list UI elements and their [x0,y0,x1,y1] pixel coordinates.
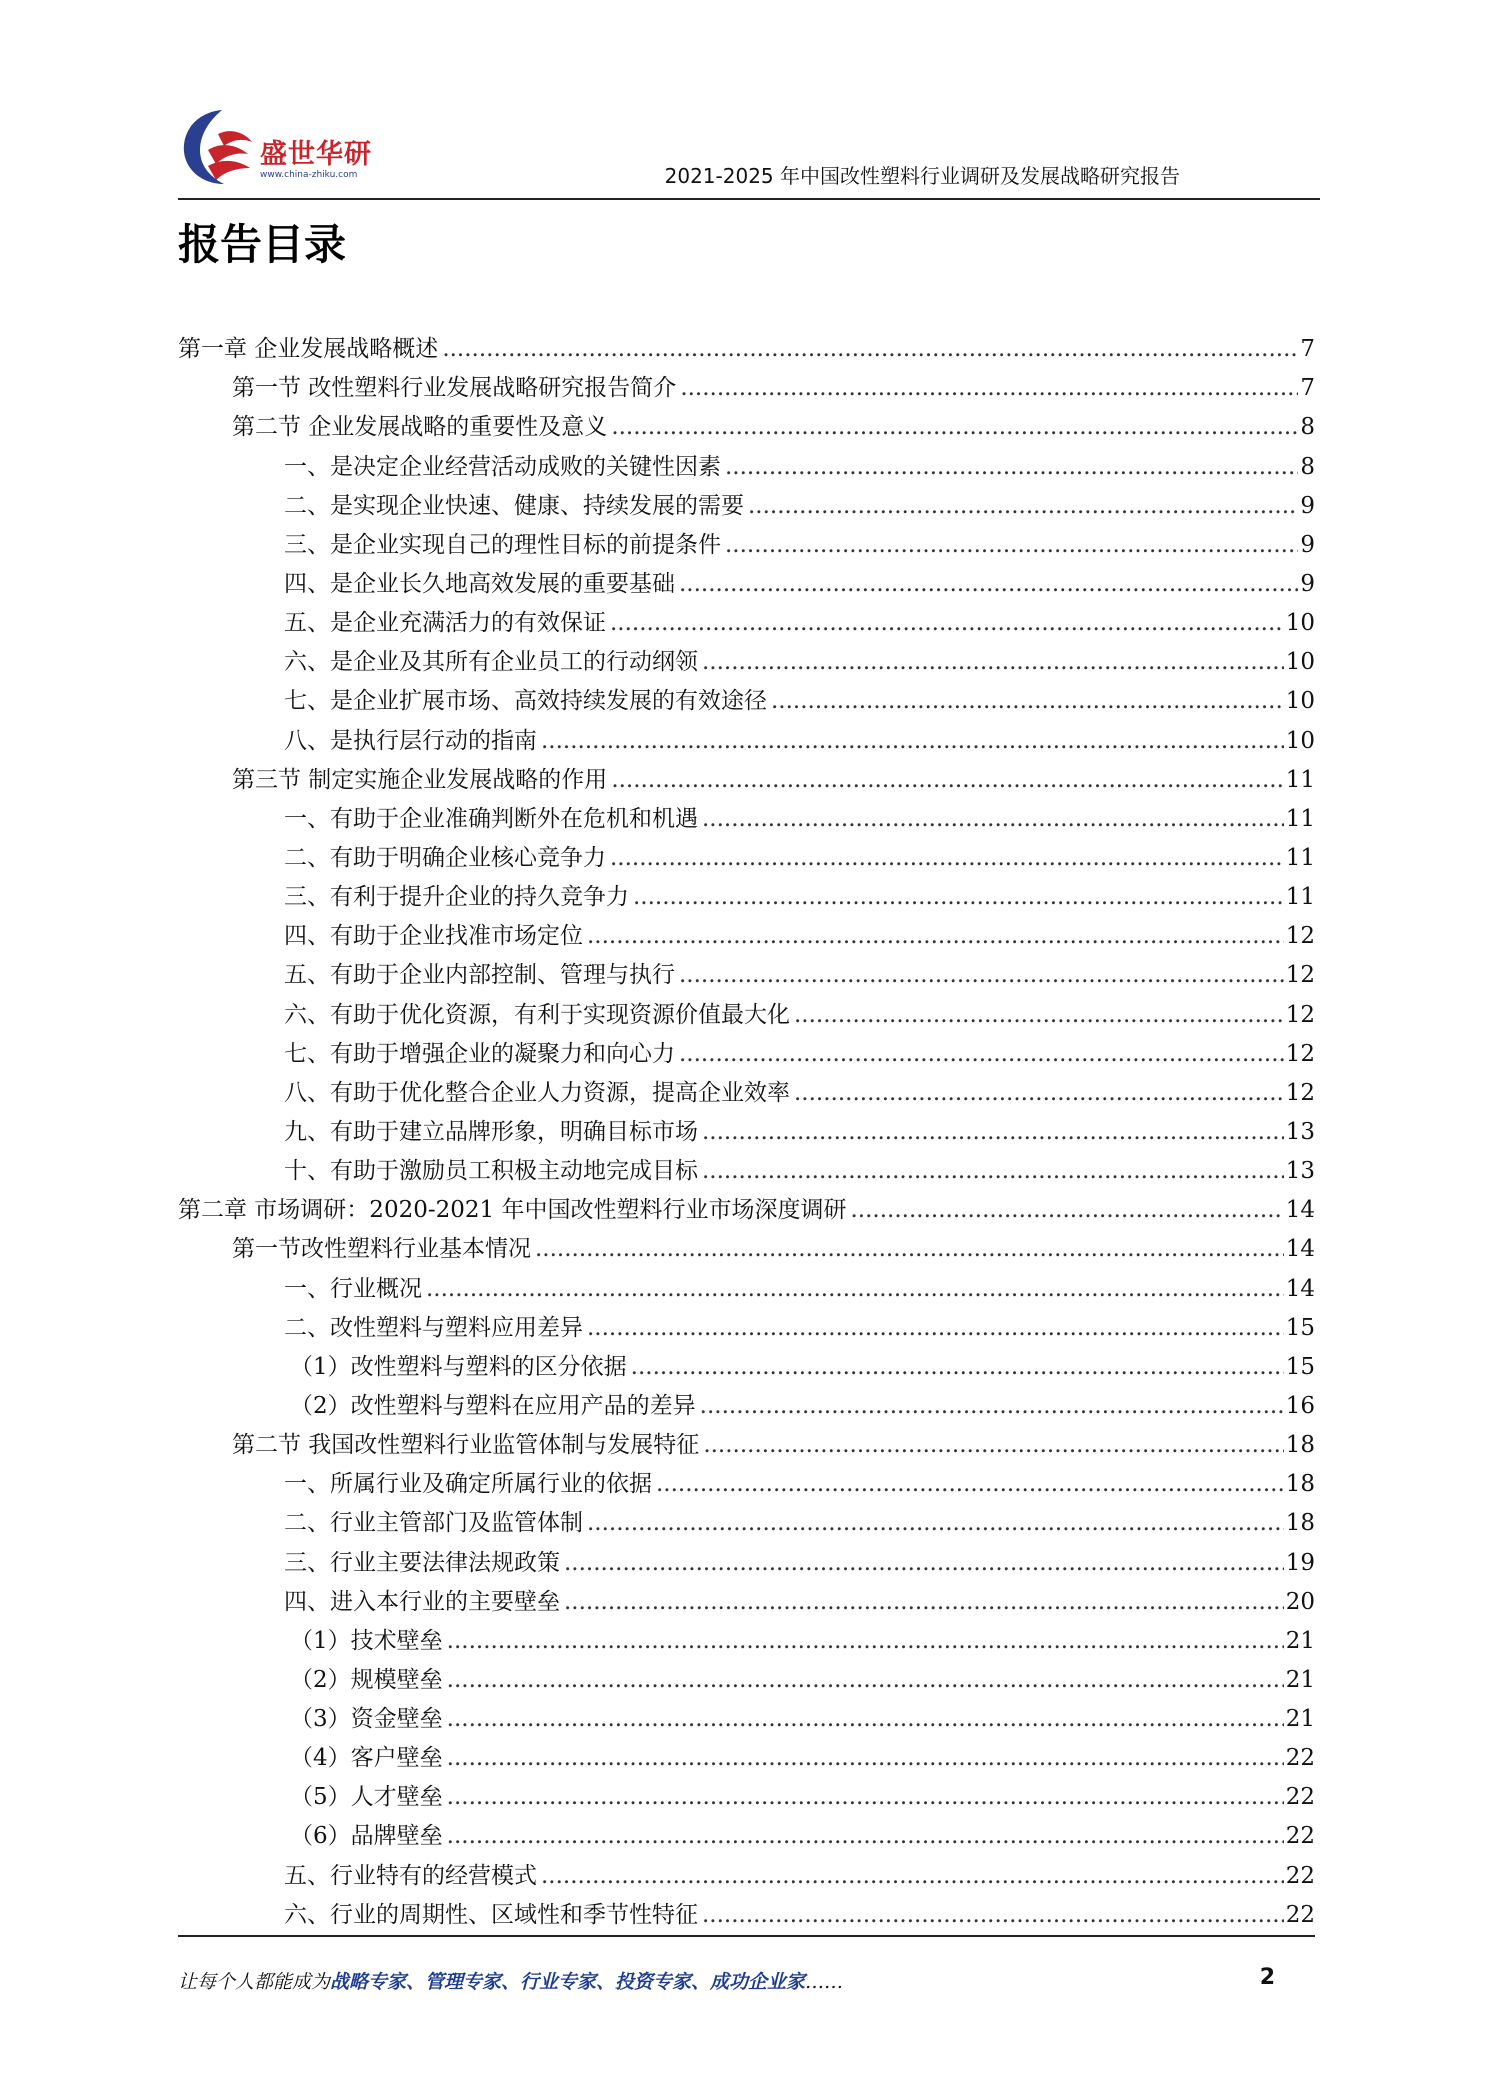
toc-page-number: 15 [1285,1314,1315,1341]
toc-dot-leader [703,1430,1283,1460]
toc-entry[interactable] [178,638,1315,677]
toc-page-number: 22 [1285,1745,1315,1772]
toc-entry-title: 六、是企业及其所有企业员工的行动纲领 [284,649,698,676]
toc-page-number: 9 [1300,570,1315,597]
toc-entry-title: 二、是实现企业快速、健康、持续发展的需要 [284,492,744,519]
table-of-contents [178,325,1315,1930]
toc-entry-title: 五、行业特有的经营模式 [284,1862,537,1889]
toc-entry[interactable] [178,1773,1315,1812]
toc-entry-title: 四、进入本行业的主要壁垒 [284,1588,560,1615]
toc-entry[interactable] [178,795,1315,834]
toc-entry[interactable] [178,1617,1315,1656]
toc-entry[interactable] [178,912,1315,951]
toc-entry[interactable] [178,1108,1315,1147]
toc-dot-leader [447,1782,1284,1812]
toc-entry-title: 八、有助于优化整合企业人力资源，提高企业效率 [284,1079,790,1106]
toc-entry[interactable] [178,560,1315,599]
toc-dot-leader [702,1156,1284,1186]
toc-dot-leader [587,1508,1284,1538]
toc-page-number: 12 [1285,962,1315,989]
toc-entry-title: 第三节 制定实施企业发展战略的作用 [232,766,608,793]
toc-page-number: 16 [1285,1392,1315,1419]
toc-entry-title: （2）改性塑料与塑料在应用产品的差异 [290,1392,696,1419]
toc-page-number: 21 [1285,1706,1315,1733]
toc-page-number: 9 [1300,531,1315,558]
toc-page-number: 18 [1285,1510,1315,1537]
toc-page-number: 14 [1285,1197,1315,1224]
company-logo [178,104,378,190]
toc-entry-title: 四、是企业长久地高效发展的重要基础 [284,570,675,597]
toc-entry-title: 五、是企业充满活力的有效保证 [284,610,606,637]
toc-entry[interactable] [178,677,1315,716]
toc-entry-title: 第一节改性塑料行业基本情况 [232,1236,531,1263]
toc-entry[interactable] [178,1734,1315,1773]
toc-entry-title: 一、行业概况 [284,1275,422,1302]
toc-page-number: 11 [1285,884,1315,911]
toc-page-number: 10 [1285,649,1315,676]
toc-entry-title: 二、改性塑料与塑料应用差异 [284,1314,583,1341]
toc-entry[interactable] [178,364,1315,403]
toc-entry[interactable] [178,1851,1315,1890]
toc-page-number: 10 [1285,688,1315,715]
toc-page-number: 12 [1285,1001,1315,1028]
document-title: 2021-2025 年中国改性塑料行业调研及发展战略研究报告 [664,164,1180,188]
toc-entry[interactable] [178,716,1315,755]
toc-entry-title: 第一章 企业发展战略概述 [178,336,439,363]
toc-dot-leader [700,1391,1284,1421]
toc-page-number: 13 [1285,1158,1315,1185]
toc-dot-leader [633,882,1284,912]
toc-entry-title: 十、有助于激励员工积极主动地完成目标 [284,1158,698,1185]
toc-entry[interactable] [178,1343,1315,1382]
toc-page-number: 21 [1285,1666,1315,1693]
toc-dot-leader [702,1117,1284,1147]
toc-entry[interactable] [178,1812,1315,1851]
toc-dot-leader [725,452,1298,482]
toc-page-number: 12 [1285,1079,1315,1106]
toc-dot-leader [680,373,1298,403]
toc-dot-leader [447,1665,1284,1695]
toc-entry[interactable] [178,599,1315,638]
toc-page-number: 14 [1285,1236,1315,1263]
toc-dot-leader [447,1626,1284,1656]
toc-entry[interactable] [178,442,1315,481]
toc-entry[interactable] [178,1382,1315,1421]
toc-page-number: 7 [1300,336,1315,363]
toc-dot-leader [748,491,1298,521]
toc-entry[interactable] [178,1656,1315,1695]
toc-dot-leader [794,1000,1284,1030]
toc-entry-title: 八、是执行层行动的指南 [284,727,537,754]
toc-entry[interactable] [178,403,1315,442]
footer-slogan [178,1967,843,1994]
page-footer [178,1935,1315,1993]
toc-page-number: 18 [1285,1471,1315,1498]
slogan-prefix: 让每个人都能成为 [178,1971,331,1993]
toc-dot-leader [850,1195,1283,1225]
toc-page-number: 15 [1285,1353,1315,1380]
toc-entry-title: 一、所属行业及确定所属行业的依据 [284,1471,652,1498]
toc-entry-title: （4）客户壁垒 [290,1745,443,1772]
toc-page-number: 22 [1285,1862,1315,1889]
toc-page-number: 8 [1300,414,1315,441]
toc-entry-title: 五、有助于企业内部控制、管理与执行 [284,962,675,989]
toc-dot-leader [442,334,1298,364]
toc-entry[interactable] [178,1538,1315,1577]
toc-entry-title: 三、是企业实现自己的理性目标的前提条件 [284,531,721,558]
toc-dot-leader [426,1274,1284,1304]
toc-entry[interactable] [178,951,1315,990]
toc-dot-leader [656,1469,1284,1499]
toc-entry[interactable] [178,1225,1315,1264]
toc-dot-leader [447,1821,1284,1851]
toc-dot-leader [679,960,1284,990]
toc-dot-leader [541,726,1284,756]
toc-page-number: 18 [1285,1432,1315,1459]
toc-entry-title: 七、是企业扩展市场、高效持续发展的有效途径 [284,688,767,715]
toc-entry-title: 一、是决定企业经营活动成败的关键性因素 [284,453,721,480]
toc-dot-leader [702,1900,1284,1930]
toc-entry-title: 九、有助于建立品牌形象，明确目标市场 [284,1118,698,1145]
page-number: 2 [1259,1965,1275,1990]
toc-page-number: 14 [1285,1275,1315,1302]
toc-entry[interactable] [178,1695,1315,1734]
toc-entry[interactable] [178,1147,1315,1186]
toc-page-number: 22 [1285,1901,1315,1928]
toc-dot-leader [631,1352,1284,1382]
toc-entry-title: 七、有助于增强企业的凝聚力和向心力 [284,1040,675,1067]
toc-entry-title: 三、行业主要法律法规政策 [284,1549,560,1576]
toc-dot-leader [702,804,1284,834]
toc-dot-leader [679,1039,1284,1069]
toc-entry[interactable] [178,1421,1315,1460]
toc-page-number: 10 [1285,727,1315,754]
toc-dot-leader [679,569,1298,599]
brand-name: 盛世华研 [260,139,372,170]
toc-entry[interactable] [178,1578,1315,1617]
toc-dot-leader [564,1587,1284,1617]
toc-dot-leader [587,1313,1284,1343]
toc-dot-leader [564,1548,1284,1578]
toc-entry-title: 第二节 企业发展战略的重要性及意义 [232,414,608,441]
toc-page-number: 11 [1285,766,1315,793]
toc-entry-title: 第二节 我国改性塑料行业监管体制与发展特征 [232,1432,700,1459]
toc-entry[interactable] [178,1499,1315,1538]
brand-url: www.china-zhiku.com [260,170,358,180]
toc-entry-title: 六、行业的周期性、区域性和季节性特征 [284,1901,698,1928]
toc-page-number: 22 [1285,1823,1315,1850]
toc-entry-title: 六、有助于优化资源，有利于实现资源价值最大化 [284,1001,790,1028]
toc-dot-leader [611,765,1283,795]
toc-page-number: 12 [1285,1040,1315,1067]
toc-page-number: 11 [1285,844,1315,871]
toc-entry-title: （6）品牌壁垒 [290,1823,443,1850]
toc-entry-title: （1）技术壁垒 [290,1627,443,1654]
toc-entry-title: （1）改性塑料与塑料的区分依据 [290,1353,627,1380]
toc-entry[interactable] [178,1030,1315,1069]
toc-dot-leader [535,1234,1284,1264]
slogan-suffix: …… [805,1971,844,1993]
toc-dot-leader [447,1743,1284,1773]
toc-page-number: 13 [1285,1118,1315,1145]
toc-entry-title: 二、有助于明确企业核心竞争力 [284,844,606,871]
toc-entry[interactable] [178,482,1315,521]
toc-page-number: 8 [1300,453,1315,480]
toc-entry[interactable] [178,990,1315,1029]
toc-entry[interactable] [178,521,1315,560]
toc-entry-title: （2）规模壁垒 [290,1666,443,1693]
toc-entry[interactable] [178,1304,1315,1343]
toc-entry[interactable] [178,873,1315,912]
toc-page-number: 11 [1285,805,1315,832]
toc-entry[interactable] [178,1264,1315,1303]
toc-page-number: 20 [1285,1588,1315,1615]
toc-entry[interactable] [178,1891,1315,1930]
toc-dot-leader [771,686,1284,716]
toc-dot-leader [541,1861,1284,1891]
toc-page-number: 7 [1300,375,1315,402]
toc-entry[interactable] [178,756,1315,795]
toc-entry[interactable] [178,325,1315,364]
toc-entry-title: 三、有利于提升企业的持久竞争力 [284,884,629,911]
toc-dot-leader [702,647,1284,677]
toc-entry[interactable] [178,1186,1315,1225]
toc-entry-title: 一、有助于企业准确判断外在危机和机遇 [284,805,698,832]
toc-entry[interactable] [178,1069,1315,1108]
toc-dot-leader [794,1078,1284,1108]
toc-page-number: 19 [1285,1549,1315,1576]
toc-page-number: 22 [1285,1784,1315,1811]
toc-dot-leader [610,843,1284,873]
toc-entry-title: 第二章 市场调研：2020-2021 年中国改性塑料行业市场深度调研 [178,1197,847,1224]
page-header [178,100,1320,200]
toc-dot-leader [447,1704,1284,1734]
toc-page-number: 12 [1285,923,1315,950]
toc-dot-leader [587,921,1284,951]
toc-page-number: 9 [1300,492,1315,519]
toc-dot-leader [610,608,1284,638]
slogan-highlight: 战略专家、管理专家、行业专家、投资专家、成功企业家 [330,1971,806,1993]
toc-entry-title: （5）人才壁垒 [290,1784,443,1811]
toc-entry[interactable] [178,834,1315,873]
toc-page-number: 21 [1285,1627,1315,1654]
toc-entry-title: （3）资金壁垒 [290,1706,443,1733]
toc-entry-title: 二、行业主管部门及监管体制 [284,1510,583,1537]
toc-entry-title: 第一节 改性塑料行业发展战略研究报告简介 [232,375,677,402]
toc-entry-title: 四、有助于企业找准市场定位 [284,923,583,950]
toc-dot-leader [611,412,1298,442]
toc-entry[interactable] [178,1460,1315,1499]
toc-dot-leader [725,530,1298,560]
toc-page-number: 10 [1285,610,1315,637]
logo-emblem-icon [178,104,258,190]
page-title: 报告目录 [178,220,347,269]
